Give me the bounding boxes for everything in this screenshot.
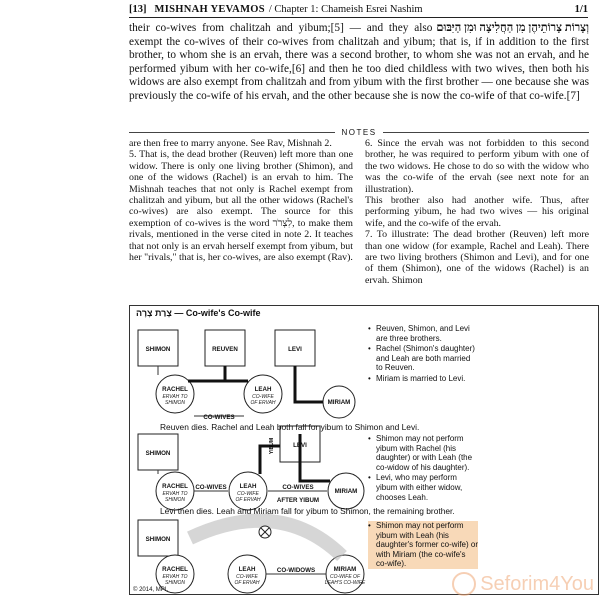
panel3-bullets bbox=[368, 521, 478, 570]
label-yibum: YIBUM bbox=[269, 437, 275, 455]
diagram-svg bbox=[130, 306, 600, 596]
bullet: • Shimon may not perform yibum with Rachel (his daughter) or with Leah (the co-widow of his daughter). bbox=[368, 434, 478, 472]
mishnah-translation bbox=[129, 22, 589, 104]
diagram-title: צָרַת צָרָה — Co-wife's Co-wife bbox=[136, 308, 261, 318]
watermark-text: Seforim4You bbox=[480, 572, 594, 595]
label-reuven-1: REUVEN bbox=[212, 346, 238, 353]
marriage-line-miriam bbox=[295, 366, 323, 402]
label-miriam-3-sub2: LEAH'S CO-WIFE bbox=[324, 580, 366, 586]
label-rachel-2-sub2: SHIMON bbox=[165, 497, 185, 503]
chapter-subtitle: / Chapter 1: Chameish Esrei Nashim bbox=[268, 4, 423, 15]
notes-left-column bbox=[129, 138, 353, 263]
label-rachel-3-sub1: ERVAH TO bbox=[162, 574, 188, 580]
label-rachel-2-sub1: ERVAH TO bbox=[162, 491, 188, 497]
label-rachel-2: RACHEL bbox=[162, 483, 188, 490]
label-rachel-1: RACHEL bbox=[162, 386, 188, 393]
label-leah-1: LEAH bbox=[254, 386, 272, 393]
label-levi-2: LEVI bbox=[293, 442, 307, 449]
label-cowives-2b: CO-WIVES bbox=[282, 484, 314, 491]
cowife-diagram bbox=[129, 305, 599, 595]
bullet: • Miriam is married to Levi. bbox=[368, 374, 478, 384]
panel1-caption: Reuven dies. Rachel and Leah both fall for yibum to Shimon and Levi. bbox=[160, 422, 420, 432]
copyright: © 2014, MPL bbox=[133, 587, 169, 593]
label-shimon-1: SHIMON bbox=[145, 346, 171, 353]
label-leah-3-sub2: OF ERVAH bbox=[234, 580, 260, 586]
label-after-yibum: AFTER YIBUM bbox=[276, 497, 320, 504]
panel2-bullets bbox=[368, 434, 478, 503]
label-rachel-3-sub2: SHIMON bbox=[165, 580, 185, 586]
label-miriam-1: MIRIAM bbox=[327, 399, 351, 406]
bullet: • Shimon may not perform yibum with Leah (his daughter's former co-wife) or with Miriam (the co-wife's co-wife). bbox=[368, 521, 478, 569]
bullet: • Rachel (Shimon's daughter) and Leah are both married to Reuven. bbox=[368, 344, 478, 373]
label-shimon-3: SHIMON bbox=[145, 536, 171, 543]
label-leah-1-sub2: OF ERVAH bbox=[250, 400, 276, 406]
label-miriam-3-sub1: CO-WIFE OF bbox=[330, 574, 360, 580]
label-miriam-3: MIRIAM bbox=[333, 566, 357, 573]
label-leah-3-sub1: CO-WIFE bbox=[236, 574, 258, 580]
label-rachel-1-sub2: SHIMON bbox=[165, 400, 185, 406]
label-miriam-2: MIRIAM bbox=[334, 488, 358, 495]
marriage-line-leah bbox=[225, 366, 248, 381]
label-cowidows: CO-WIDOWS bbox=[276, 567, 316, 574]
label-shimon-2: SHIMON bbox=[145, 450, 171, 457]
bullet: • Reuven, Shimon, and Levi are three brothers. bbox=[368, 324, 478, 343]
running-header bbox=[129, 2, 588, 18]
hebrew-lead: וְצָרוֹת צָרוֹתֵיהֶן מִן הַחֲלִיצָה וּמִן הַיִּבּוּם bbox=[436, 22, 589, 34]
bullet: • Levi, who may perform yibum with either widow, chooses Leah. bbox=[368, 473, 478, 502]
note-paragraph: are then free to marry anyone. See Rav, Mishnah 2. bbox=[129, 138, 332, 149]
label-cowives-2a: CO-WIVES bbox=[195, 484, 227, 491]
note-paragraph: This brother also had another wife. Thus, after performing yibum, he had two wives — his original wife, and the co-wife of the ervah. bbox=[365, 195, 589, 229]
notes-divider bbox=[129, 126, 589, 138]
note-paragraph: 6. Since the ervah was not forbidden to this second brother, he was required to perform yibum with one of the two widows. He chose to do so with the widow who was the co-wife of the ervah (see next note for an illustration). bbox=[365, 138, 589, 195]
notes-right-column bbox=[365, 138, 589, 286]
label-leah-2: LEAH bbox=[239, 483, 257, 490]
watermark bbox=[452, 572, 594, 596]
page-number: 1/1 bbox=[574, 4, 588, 15]
label-rachel-1-sub1: ERVAH TO bbox=[162, 394, 188, 400]
label-leah-2-sub1: CO-WIFE bbox=[237, 491, 259, 497]
note-paragraph: 7. To illustrate: The dead brother (Reuven) left more than one widow (for example, Rachel and Leah). There are two living brothers (Shimon and Levi), and for one of them (Shimon), one of the widows (Rachel) is an ervah. Shimon bbox=[365, 229, 589, 286]
label-levi-1: LEVI bbox=[288, 346, 302, 353]
tractate-title: MISHNAH YEVAMOS bbox=[154, 4, 265, 15]
notes-label: NOTES bbox=[341, 127, 377, 137]
panel1-bullets bbox=[368, 324, 478, 385]
label-leah-1-sub1: CO-WIFE bbox=[252, 394, 274, 400]
label-leah-3: LEAH bbox=[238, 566, 256, 573]
page-ref: [13] bbox=[129, 4, 147, 15]
note-paragraph: 5. That is, the dead brother (Reuven) left more than one widow. There is only one living brother (Shimon), and one of the widows (Rachel) is an ervah to him. The Mishnah teaches that not only is Rachel exempt from chalitzah and yibum, but all the other widows (Rachel's co-wives) are also exempt. The source for this exemption of co-wives is the word לִצְרֹר, to make them rivals, mentioned in the verse cited in note 2. It teaches that not only is an ervah herself exempt from yibum, but her "rivals," that is, her co-wives, are also exempt (Rav). bbox=[129, 149, 353, 264]
label-rachel-3: RACHEL bbox=[162, 566, 188, 573]
main-text: their co-wives from chalitzah and yibum;[5] — and they also exempt the co-wives of their co-wives from chalitzah and yibum; that is, if in addition to the first brother, to whom she is an ervah, there was a second brother, to whom she was not an ervah, and he performed yibum with her co-wife,[6] and then he too died childless with two wives, then both his widows are also exempt from chalitzah and from yibum with the first brother — one because she was previously the co-wife of his ervah, and the other because she is now the co-wife of that co-wife.[7] bbox=[129, 22, 589, 102]
marriage-line-rachel bbox=[188, 366, 225, 381]
panel2-caption: Levi then dies. Leah and Miriam fall for yibum to Shimon, the remaining brother. bbox=[160, 506, 455, 516]
watermark-logo-icon bbox=[452, 572, 476, 596]
label-leah-2-sub2: OF ERVAH bbox=[235, 497, 261, 503]
label-cowives-1: CO-WIVES bbox=[203, 414, 235, 421]
